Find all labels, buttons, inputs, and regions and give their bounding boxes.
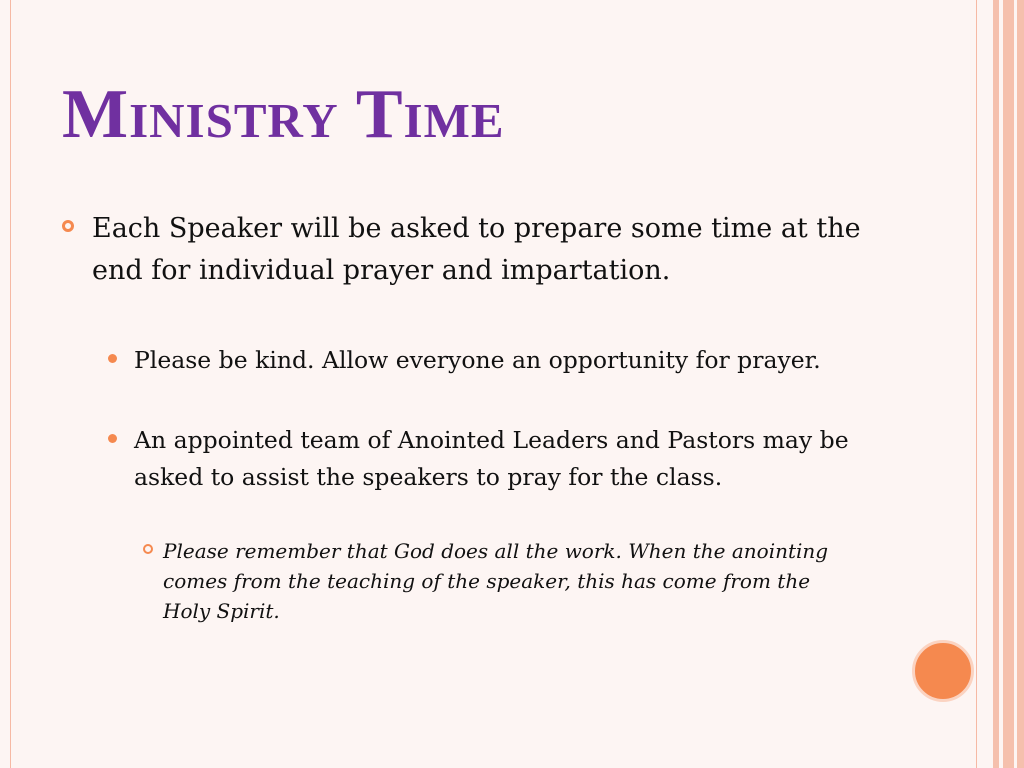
bullet-level-2 xyxy=(108,342,868,379)
filled-circle-bullet-icon xyxy=(108,354,117,363)
bullet-text: Please be kind. Allow everyone an opportunity for prayer. xyxy=(134,346,821,374)
bullet-text: Each Speaker will be asked to prepare some time at the end for individual prayer and impartation. xyxy=(92,213,861,286)
hollow-circle-bullet-icon xyxy=(62,220,74,232)
bullet-level-1 xyxy=(62,208,892,292)
hollow-circle-bullet-icon xyxy=(143,544,153,554)
bullet-level-2 xyxy=(108,422,868,496)
filled-circle-bullet-icon xyxy=(108,434,117,443)
bullet-level-3 xyxy=(143,536,863,626)
bullet-text: An appointed team of Anointed Leaders and Pastors may be asked to assist the speakers to pray for the class. xyxy=(134,426,849,491)
decorative-stripes xyxy=(984,0,1024,768)
bullet-text: Please remember that God does all the work. When the anointing comes from the teaching of the speaker, this has come from the Holy Spirit. xyxy=(163,539,829,623)
slide-title: Ministry Time xyxy=(62,76,505,153)
decorative-circle xyxy=(912,640,974,702)
